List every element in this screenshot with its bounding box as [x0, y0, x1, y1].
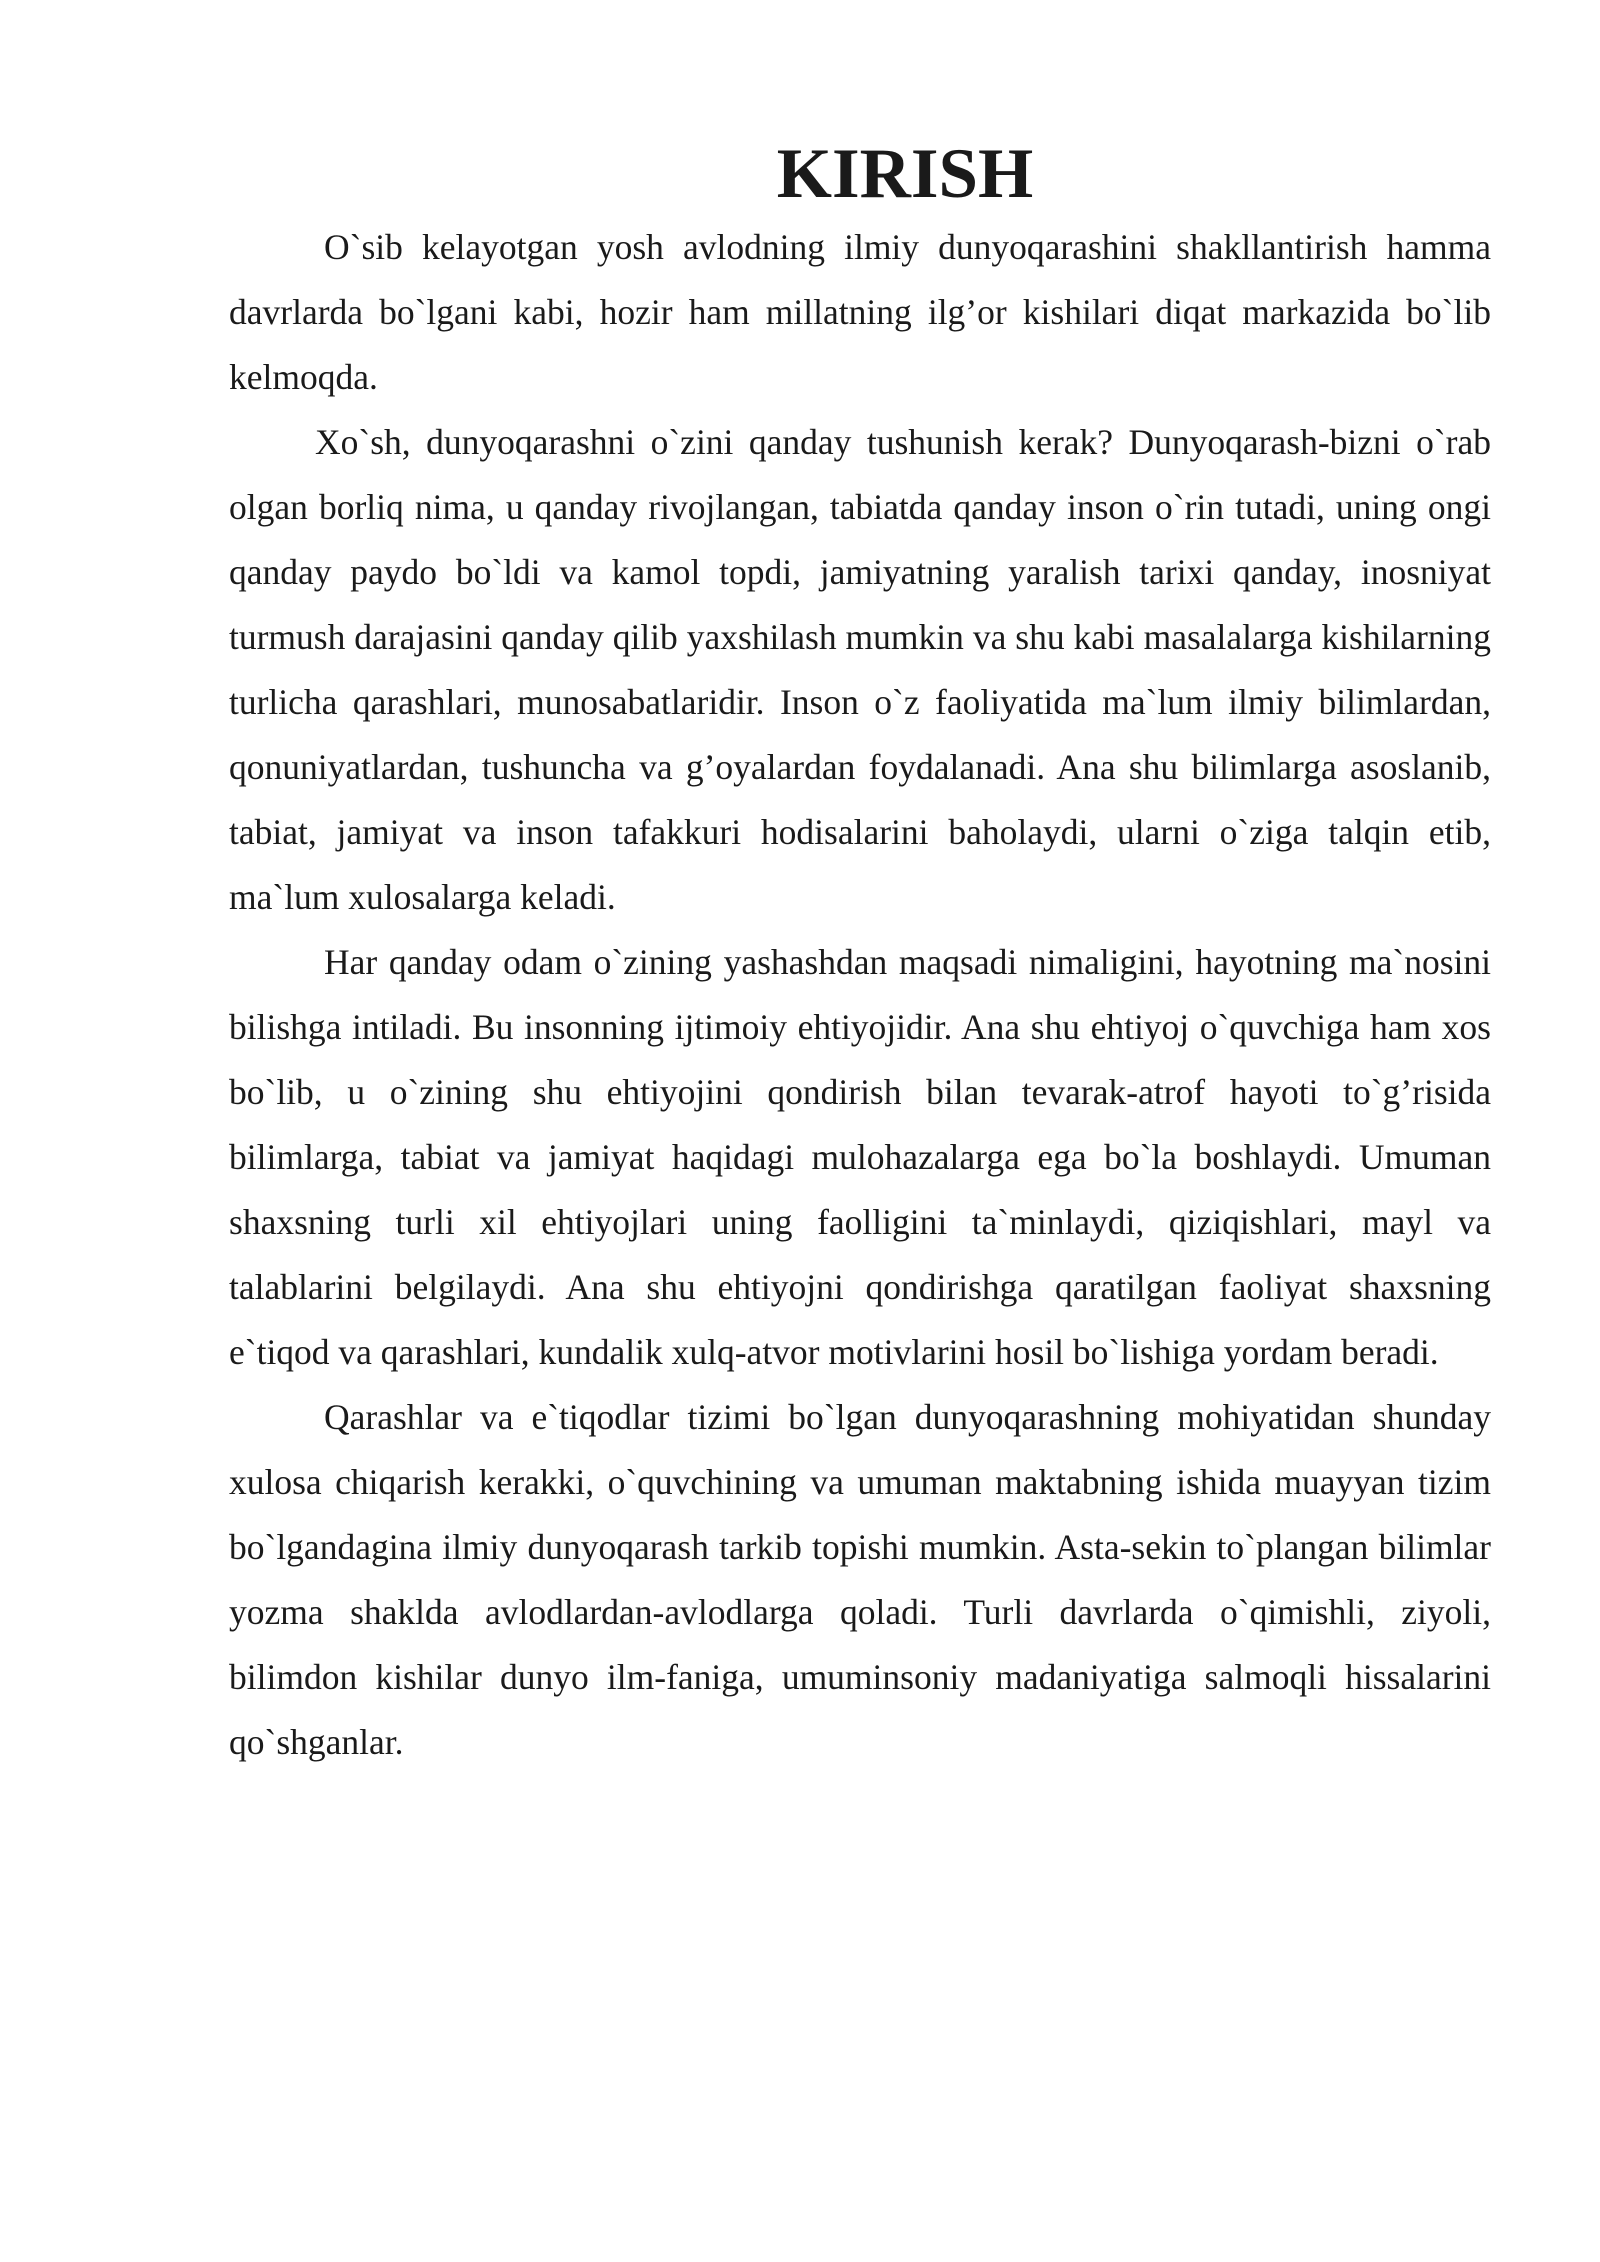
- document-title: KIRISH: [776, 135, 1034, 213]
- paragraph-2: Xo`sh, dunyoqarashni o`zini qanday tushunish kerak? Dunyoqarash-bizni o`rab olgan borliq nima, u qanday rivojlangan, tabiatda qanday inson o`rin tutadi, uning ongi qanday paydo bo`ldi va kamol topdi, jamiyatning yaralish tarixi qanday, inosniyat turmush darajasini qanday qilib yaxshilash mumkin va shu kabi masalalarga kishilarning turlicha qarashlari, munosabatlaridir. Inson o`z faoliyatida ma`lum ilmiy bilimlardan, qonuniyatlardan, tushuncha va g’oyalardan foydalanadi. Ana shu bilimlarga asoslanib, tabiat, jamiyat va inson tafakkuri hodisalarini baholaydi, ularni o`ziga talqin etib, ma`lum xulosalarga keladi.: [229, 422, 1491, 917]
- paragraph-4: Qarashlar va e`tiqodlar tizimi bo`lgan dunyoqarashning mohiyatidan shunday xulosa chiqarish kerakki, o`quvchining va umuman maktabning ishida muayyan tizim bo`lgandagina ilmiy dunyoqarash tarkib topishi mumkin. Asta-sekin to`plangan bilimlar yozma shaklda avlodlardan-avlodlarga qoladi. Turli davrlarda o`qimishli, ziyoli, bilimdon kishilar dunyo ilm-faniga, umuminsoniy madaniyatiga salmoqli hissalarini qo`shganlar.: [229, 1397, 1491, 1762]
- document-body: [229, 135, 1491, 1775]
- paragraph-3: Har qanday odam o`zining yashashdan maqsadi nimaligini, hayotning ma`nosini bilishga intiladi. Bu insonning ijtimoiy ehtiyojidir. Ana shu ehtiyoj o`quvchiga ham xos bo`lib, u o`zining shu ehtiyojini qondirish bilan tevarak-atrof hayoti to`g’risida bilimlarga, tabiat va jamiyat haqidagi mulohazalarga ega bo`la boshlaydi. Umuman shaxsning turli xil ehtiyojlari uning faolligini ta`minlaydi, qiziqishlari, mayl va talablarini belgilaydi. Ana shu ehtiyojni qondirishga qaratilgan faoliyat shaxsning e`tiqod va qarashlari, kundalik xulq-atvor motivlarini hosil bo`lishiga yordam beradi.: [229, 942, 1491, 1372]
- paragraph-1: O`sib kelayotgan yosh avlodning ilmiy dunyoqarashini shakllantirish hamma davrlarda bo`lgani kabi, hozir ham millatning ilg’or kishilari diqat markazida bo`lib kelmoqda.: [229, 227, 1491, 397]
